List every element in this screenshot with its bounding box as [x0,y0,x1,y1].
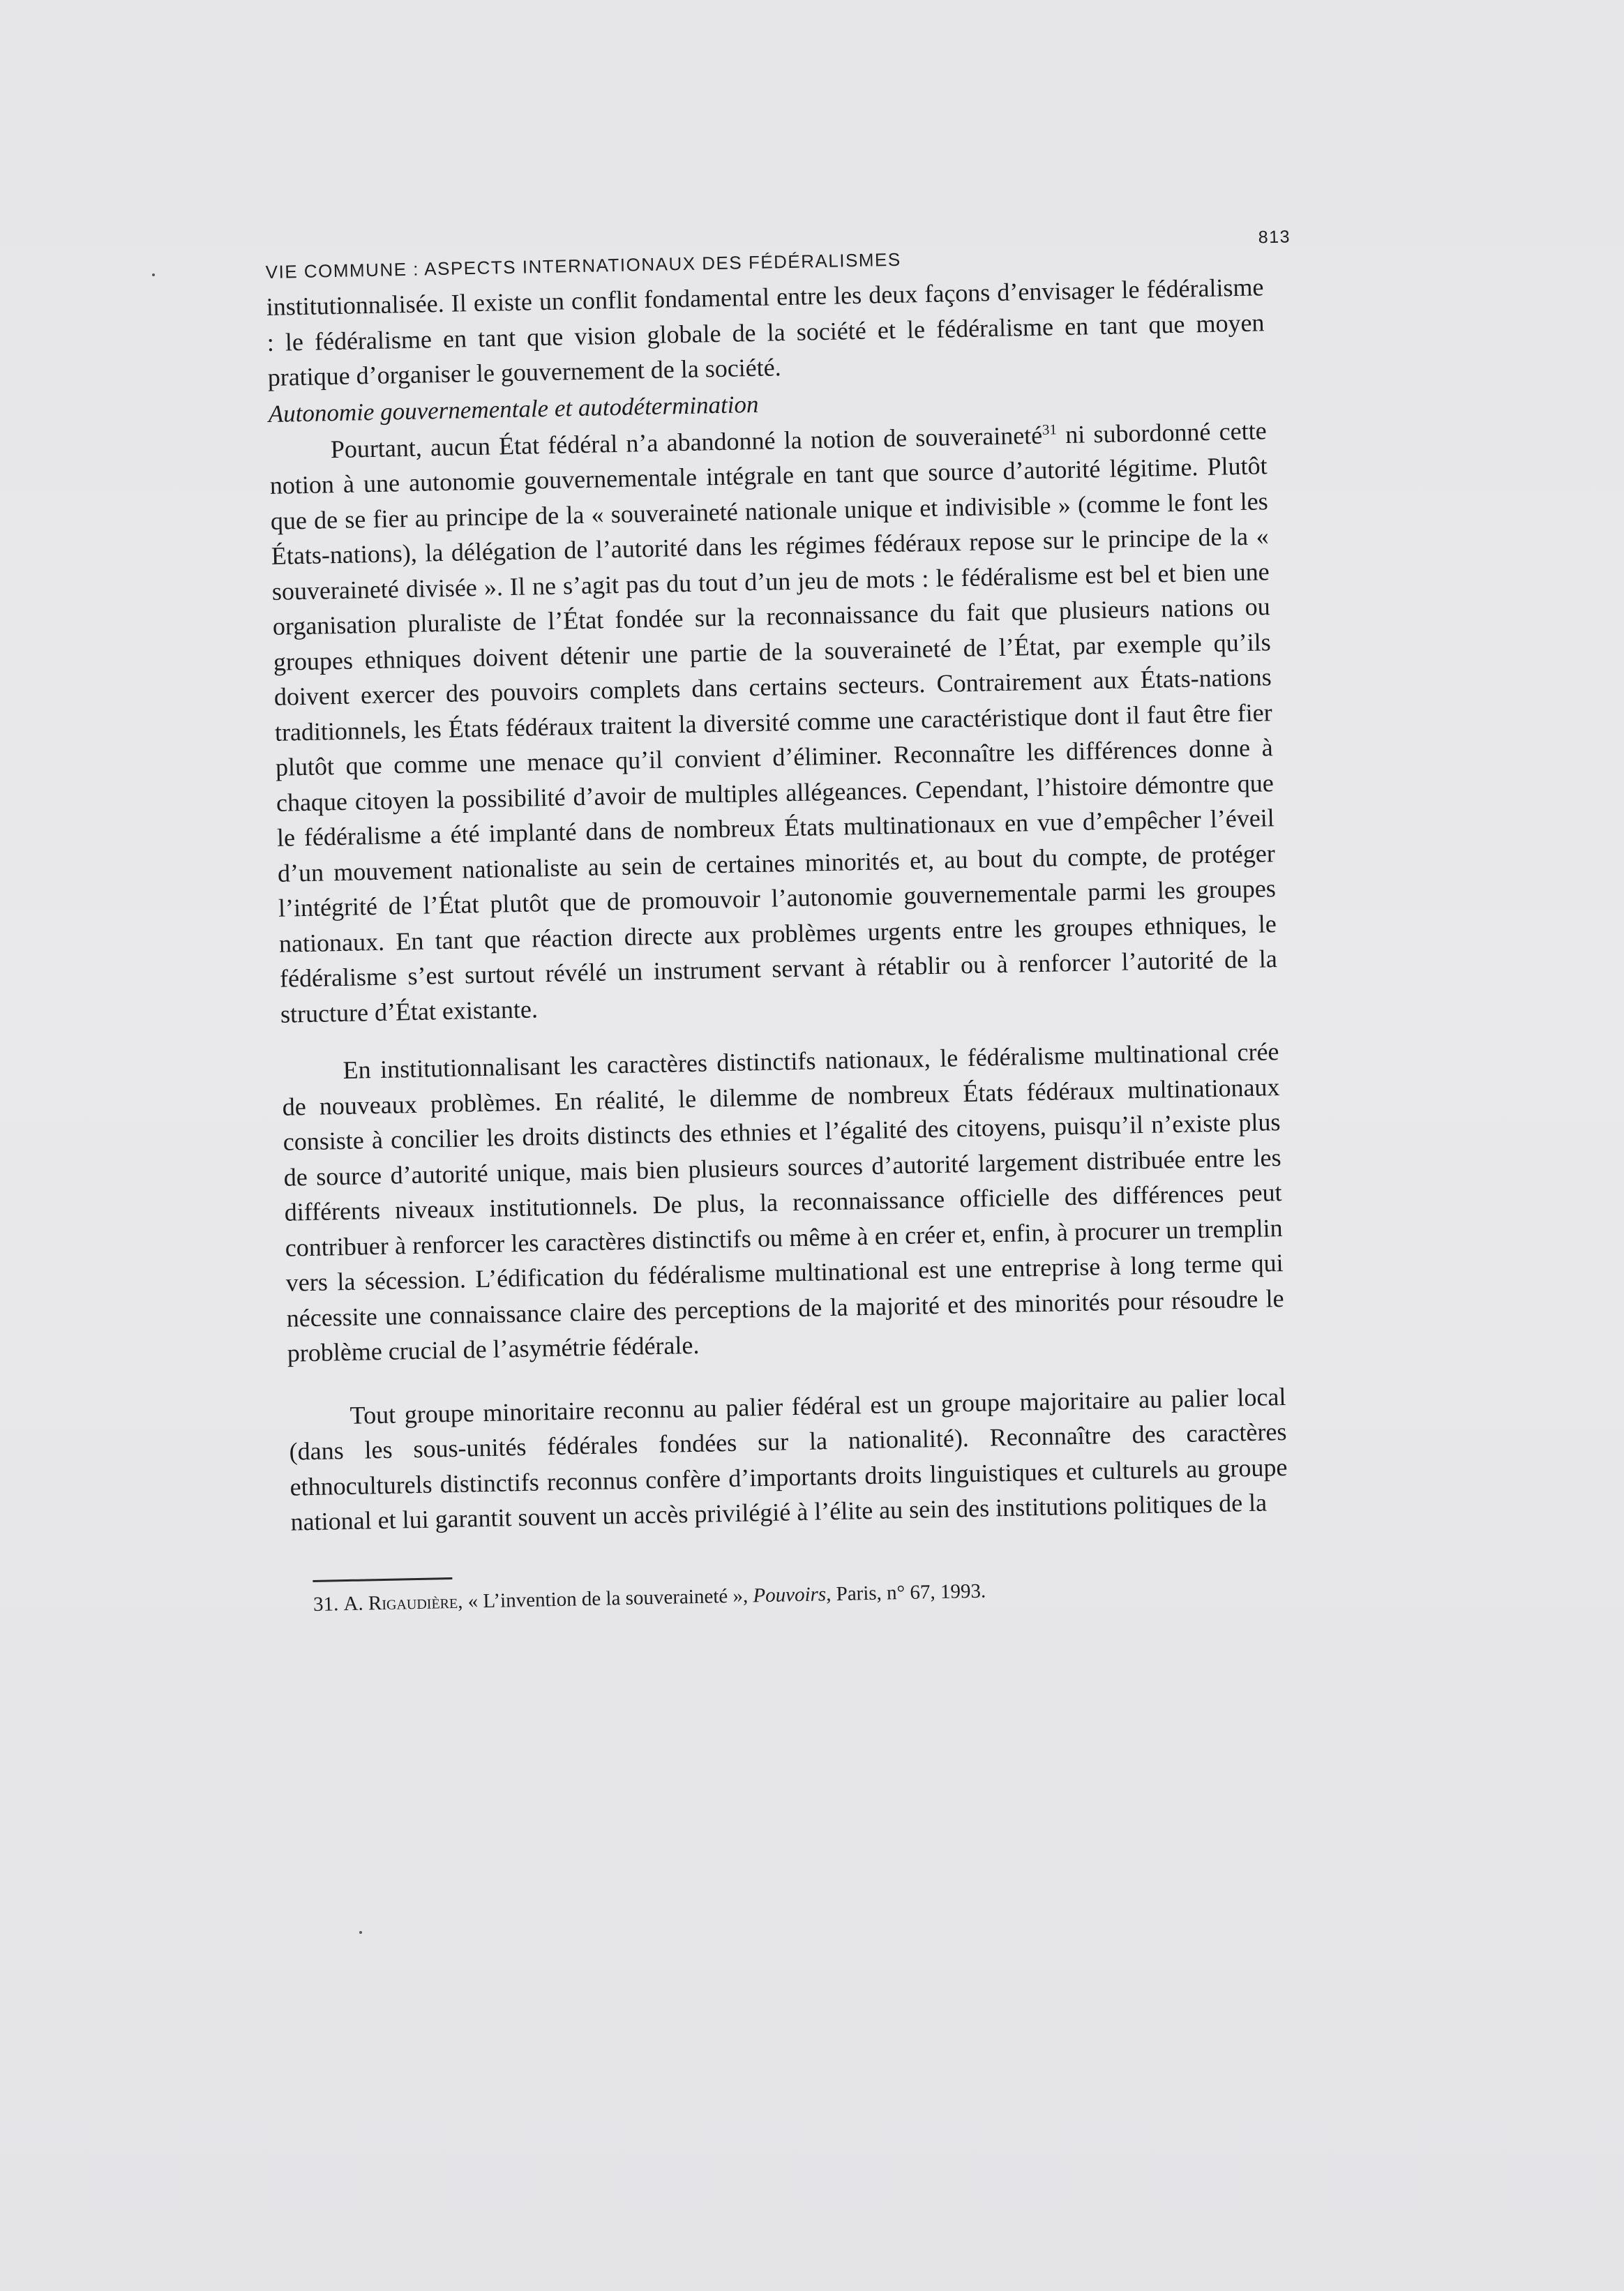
footnote-rule [313,1577,452,1582]
footnote-number: 31. [313,1592,339,1616]
scan-speck [359,1931,362,1934]
body-text [266,269,1288,1540]
page-number: 813 [1258,227,1291,248]
paragraph [269,413,1278,1032]
footnote-title: « L’invention de la souveraineté », [463,1584,753,1613]
running-head-title: VIE COMMUNE : ASPECTS INTERNATIONAUX DES FÉDÉRALISMES [265,248,901,283]
footnote-author: A. Rigaudière, [343,1590,463,1615]
footnote-details: , Paris, n° 67, 1993. [825,1579,986,1605]
section-heading: Autonomie gouvernementale et autodétermination [268,390,759,428]
paragraph-lead: Pourtant, aucun État fédéral n’a abandonné la notion de souveraineté [330,421,1043,463]
paragraph: En institutionnalisant les caractères distinctifs nationaux, le fédéralisme multinational crée de nouveaux problèmes. En réalité, le dilemme de nombreux États fédéraux multinationaux consiste à concilier les droits distincts des ethnies et l’égalité des citoyens, puisqu’il n’existe plus de source d’autorité unique, mais bien plusieurs sources d’autorité largement distribuée entre les différents niveaux institutionnels. De plus, la reconnaissance officielle des différences peut contribuer à renforcer les caractères distinctifs ou même à en créer et, enfin, à procurer un tremplin vers la sécession. L’édification du fédéralisme multinational est une entreprise à long terme qui nécessite une connaissance claire des perceptions de la majorité et des minorités pour résoudre le problème crucial de l’asymétrie fédérale. [282,1037,1284,1367]
scan-speck [152,273,155,276]
paragraph-continued: institutionnalisée. Il existe un conflit fondamental entre les deux façons d’envisager le fédéralisme : le fédéralisme en tant que vision globale de la société et le fédéralisme en tant que moyen pratique d’organiser le gouvernement de la société. [266,273,1265,391]
footnote-reference: 31 [1042,420,1058,438]
page-content [265,227,1290,1618]
footnote-journal: Pouvoirs [753,1582,827,1607]
paragraph-rest: ni subordonné cette notion à une autonomie gouvernementale intégrale en tant que source d’autorité légitime. Plutôt que de se fier au principe de la « souveraineté nationale unique et indivisible » (comme le font les États-nations), la délégation de l’autorité dans les régimes fédéraux repose sur le principe de la « souveraineté divisée ». Il ne s’agit pas du tout d’un jeu de mots : le fédéralisme est bel et bien une organisation pluraliste de l’État fondée sur la reconnaissance du fait que plusieurs nations ou groupes ethniques doivent détenir une partie de la souveraineté de l’État, par exemple qu’ils doivent exercer des pouvoirs complets dans certains secteurs. Contrairement aux États-nations traditionnels, les États fédéraux traitent la diversité comme une caractéristique dont il faut être fier plutôt que comme une menace qu’il convient d’éliminer. Reconnaître les différences donne à chaque citoyen la possibilité d’avoir de multiples allégeances. Cependant, l’histoire démontre que le fédéralisme a été implanté dans de nombreux États multinationaux en vue d’empêcher l’éveil d’un mouvement nationaliste au sein de certaines minorités et, au bout du compte, de protéger l’intégrité de l’État plutôt que de promouvoir l’autonomie gouvernementale parmi les groupes nationaux. En tant que réaction directe aux problèmes urgents entre les groupes ethniques, le fédéralisme s’est surtout révélé un instrument servant à rétablir ou à renforcer l’autorité de la structure d’État existante. [269,416,1278,1028]
paragraph: Tout groupe minoritaire reconnu au palier fédéral est un groupe majoritaire au palier local (dans les sous-unités fédérales fondées sur la nationalité). Reconnaître des caractères ethnoculturels distinctifs reconnus confère d’importants droits linguistiques et culturels au groupe national et lui garantit souvent un accès privilégié à l’élite au sein des institutions politiques de la [289,1382,1288,1536]
